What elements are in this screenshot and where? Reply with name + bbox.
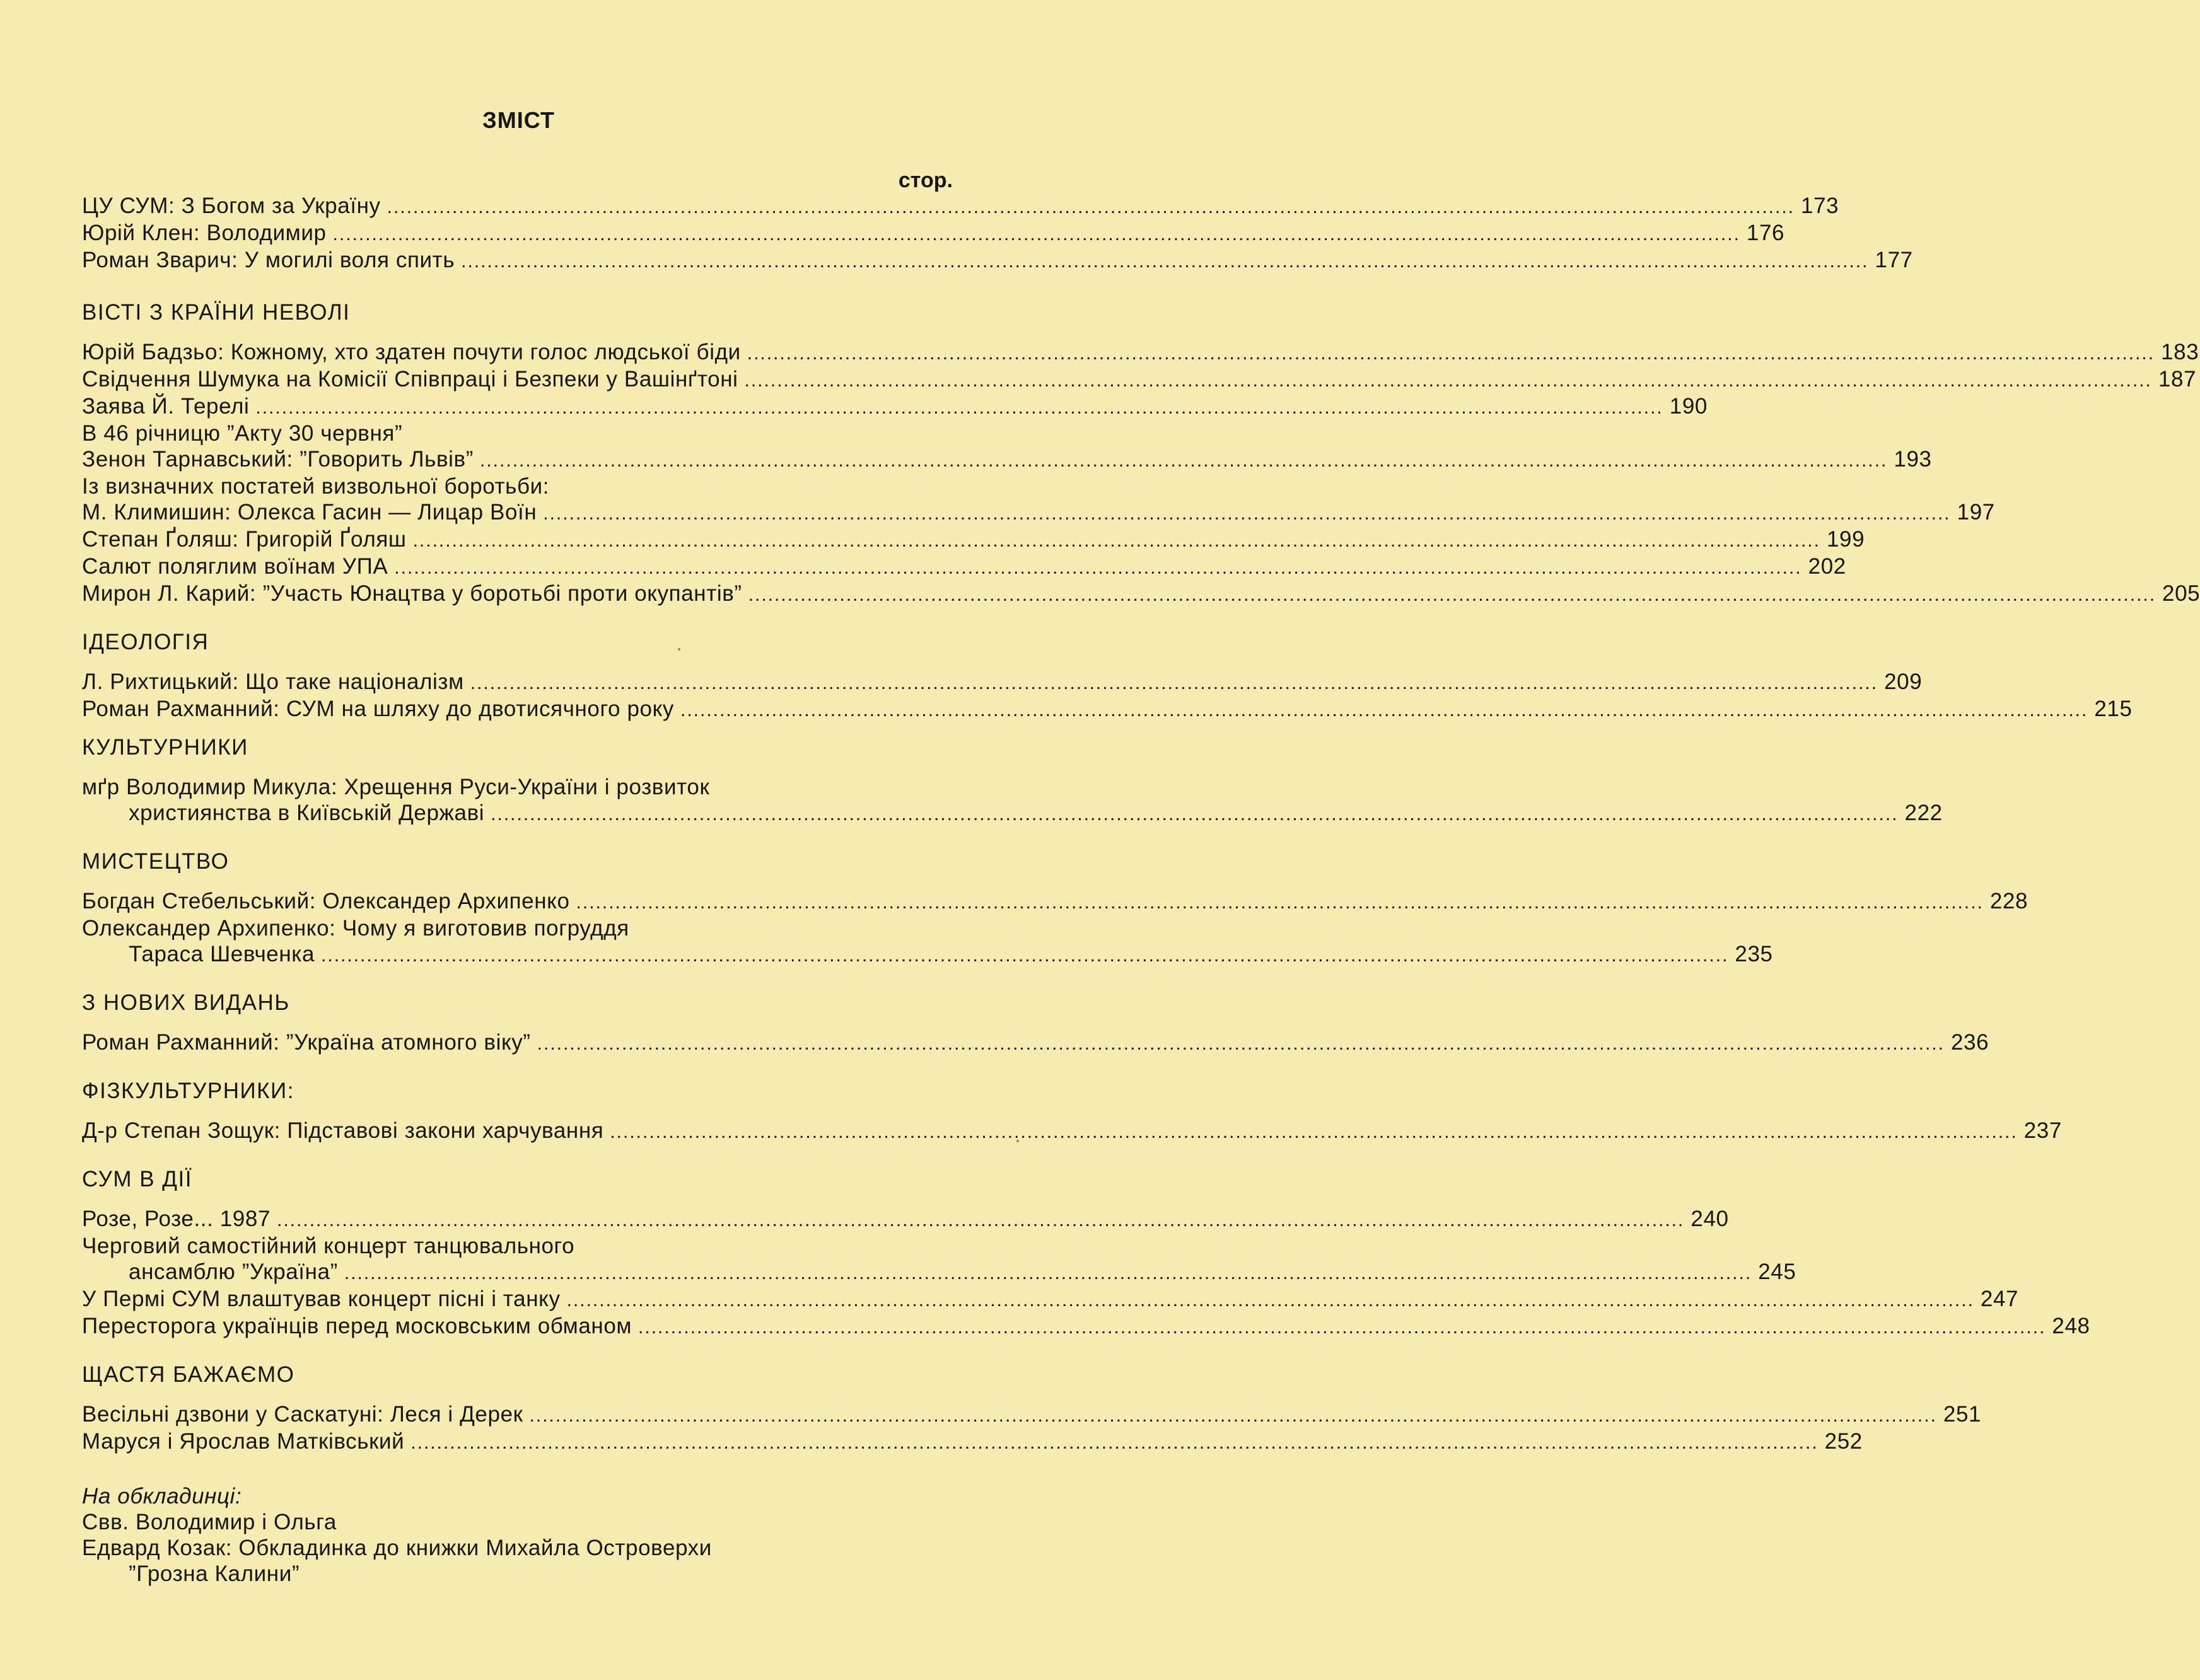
- intro-entries: [82, 193, 1913, 274]
- dot-leader: [461, 248, 1868, 274]
- toc-entry-title: християнства в Київській Державі: [129, 801, 485, 825]
- toc-entry: [82, 366, 2197, 393]
- toc-entry-page: 177: [1875, 248, 1913, 272]
- toc-entry-page: 190: [1669, 394, 1708, 419]
- toc-entry-title: Юрій Бадзьо: Кожному, хто здатен почути голос людської біди: [82, 340, 741, 364]
- dot-leader: [537, 1031, 1945, 1057]
- toc-entry-title: Тараса Шевченка: [129, 942, 315, 966]
- toc-entry-title: Юрій Клен: Володимир: [82, 221, 327, 245]
- toc-entry-title: Весільні дзвони у Саскатуні: Леся і Дерек: [82, 1402, 523, 1427]
- dot-leader: [387, 194, 1795, 220]
- toc-entry-title: Черговий самостійний концерт танцювального: [82, 1234, 575, 1258]
- dot-leader: [745, 368, 2152, 393]
- toc-entry: [82, 420, 949, 446]
- toc-entry: [82, 473, 949, 499]
- toc-entry: [82, 499, 1995, 526]
- toc-entry-page: 209: [1884, 669, 1923, 694]
- toc-entry-page: 248: [2052, 1314, 2090, 1338]
- toc-entry: [82, 1313, 2090, 1340]
- section-heading: ВІСТІ З КРАЇНИ НЕВОЛІ: [82, 300, 351, 325]
- toc-entry-title: У Пермі СУМ влаштував концерт пісні і танку: [82, 1287, 561, 1311]
- cover-note-line: Свв. Володимир і Ольга: [82, 1510, 337, 1534]
- toc-entry-page: 222: [1904, 801, 1943, 825]
- toc-entry-page: 236: [1950, 1030, 1989, 1055]
- dot-leader: [543, 501, 1950, 526]
- toc-entry-title: Із визначних постатей визвольної боротьби:: [82, 474, 550, 499]
- toc-entry: [82, 915, 949, 941]
- toc-entry: [82, 669, 1923, 696]
- toc-entry: [82, 1428, 1863, 1456]
- toc-entry-title: Маруся і Ярослав Матківський: [82, 1429, 405, 1454]
- toc-entry: [82, 193, 1839, 220]
- toc-entry-title: Роман Рахманний: СУМ на шляху до двотисячного року: [82, 697, 674, 721]
- toc-entry: [82, 220, 1785, 247]
- toc-entry-title: Зенон Тарнавський: ”Говорить Львів”: [82, 447, 474, 472]
- toc-entry-page: 215: [2094, 697, 2133, 721]
- toc-entry-page: 237: [2023, 1118, 2062, 1143]
- toc-entry-page: 205: [2162, 581, 2200, 606]
- cover-note-label: На обкладинці:: [82, 1484, 242, 1509]
- toc-entry-title: Салют поляглим воїнам УПА: [82, 554, 388, 579]
- cover-note: [82, 1483, 949, 1587]
- toc-entry-page: 240: [1691, 1207, 1729, 1231]
- toc-entry-title: ансамблю ”Україна”: [129, 1260, 338, 1284]
- toc-entry-page: 235: [1735, 942, 1773, 966]
- section-heading: ФІЗКУЛЬТУРНИКИ:: [82, 1079, 294, 1103]
- toc-entry: [82, 446, 1932, 473]
- dot-leader: [410, 1430, 1818, 1456]
- dot-leader: [748, 582, 2156, 608]
- page-column-label: стор.: [898, 168, 953, 192]
- dot-leader: [277, 1207, 1684, 1233]
- toc-entry: [82, 526, 1865, 553]
- toc-entry: [82, 800, 1943, 827]
- toc-entry-title: Роман Рахманний: ”Україна атомного віку”: [82, 1030, 531, 1055]
- toc-entry-title: Мирон Л. Карий: ”Участь Юнацтва у боротьбі проти окупантів”: [82, 581, 742, 606]
- dot-leader: [480, 448, 1887, 473]
- toc-entry-title: Пересторога українців перед московським обманом: [82, 1314, 632, 1338]
- dot-leader: [470, 670, 1878, 696]
- dot-leader: [413, 528, 1820, 553]
- dot-leader: [638, 1314, 2046, 1340]
- toc-entry-title: Л. Рихтицький: Що таке націоналізм: [82, 669, 464, 694]
- toc-entry-page: 245: [1758, 1260, 1796, 1284]
- toc-entry-title: Д-р Степан Зощук: Підставові закони харчування: [82, 1118, 604, 1143]
- toc-entry-title: мґр Володимир Микула: Хрещення Руси-України і розвиток: [82, 775, 710, 799]
- dot-leader: [394, 555, 1801, 581]
- toc-entry-page: 173: [1801, 194, 1839, 218]
- toc-entry-title: В 46 річницю ”Акту 30 червня”: [82, 421, 403, 446]
- toc-entry-title: Розе, Розе... 1987: [82, 1207, 271, 1231]
- toc-entry: [82, 247, 1913, 274]
- toc-entry-title: М. Климишин: Олекса Гасин — Лицар Воїн: [82, 500, 537, 524]
- section-heading: З НОВИХ ВИДАНЬ: [82, 990, 290, 1015]
- section-heading: ЩАСТЯ БАЖАЄМО: [82, 1362, 295, 1387]
- toc-entry: [82, 553, 1846, 581]
- toc-entry: [82, 888, 2028, 915]
- toc-entry-page: 252: [1824, 1429, 1863, 1454]
- toc-entry: [82, 1286, 2019, 1313]
- dot-leader: [255, 395, 1663, 420]
- toc-entry: [82, 1206, 1729, 1233]
- paper-speck: [1016, 1140, 1019, 1142]
- toc-entry: [82, 696, 2133, 723]
- toc-entry-page: 176: [1746, 221, 1785, 245]
- toc-entry-page: 247: [1980, 1287, 2019, 1311]
- toc-entry-title: Олександер Архипенко: Чому я виготовив погруддя: [82, 916, 629, 941]
- section-heading: КУЛЬТУРНИКИ: [82, 735, 248, 760]
- toc-entry: [82, 941, 1773, 968]
- dot-leader: [530, 1403, 1937, 1428]
- cover-note-line: Едвард Козак: Обкладинка до книжки Михайла Островерхи: [82, 1536, 712, 1560]
- toc-entry-page: 193: [1894, 447, 1932, 472]
- toc-entry: [82, 1233, 949, 1259]
- page-title: ЗМІСТ: [482, 107, 555, 133]
- toc-entry: [82, 339, 2199, 366]
- cover-note-line: ”Грозна Калини”: [129, 1561, 300, 1586]
- dot-leader: [576, 889, 1984, 915]
- toc-entry-page: 202: [1808, 554, 1846, 579]
- section-heading: ІДЕОЛОГІЯ: [82, 630, 209, 654]
- paper-speck: [678, 648, 680, 651]
- toc-entry: [82, 581, 2200, 608]
- toc-entry-page: 183: [2161, 340, 2199, 364]
- toc-entry: [82, 1401, 1982, 1428]
- toc-entry-page: 228: [1989, 889, 2028, 913]
- section-heading: МИСТЕЦТВО: [82, 849, 230, 874]
- toc-entry-title: Роман Зварич: У могилі воля спить: [82, 248, 455, 272]
- toc-entry-title: Заява Й. Терелі: [82, 394, 250, 419]
- toc-entry-page: 197: [1957, 500, 1995, 524]
- toc-entry-title: Богдан Стебельський: Олександер Архипенко: [82, 889, 570, 913]
- toc-entry: [82, 393, 1708, 420]
- toc-entry-page: 199: [1826, 527, 1865, 552]
- toc-entry: [82, 1259, 1796, 1286]
- dot-leader: [491, 801, 1898, 827]
- dot-leader: [680, 697, 2088, 723]
- toc-entry-title: ЦУ СУМ: З Богом за Україну: [82, 194, 381, 218]
- toc-entry: [82, 1029, 1989, 1057]
- toc-entry-page: 187: [2158, 367, 2197, 391]
- section-heading: СУМ В ДІЇ: [82, 1167, 192, 1191]
- dot-leader: [610, 1119, 2017, 1145]
- dot-leader: [344, 1260, 1752, 1286]
- toc-entry-title: Свідчення Шумука на Комісії Співпраці і Безпеки у Вашінґтоні: [82, 367, 738, 391]
- toc-entry: [82, 1118, 2062, 1145]
- dot-leader: [321, 942, 1728, 968]
- toc-entry-page: 251: [1943, 1402, 1982, 1427]
- dot-leader: [567, 1287, 1974, 1313]
- dot-leader: [747, 340, 2155, 366]
- dot-leader: [333, 221, 1740, 247]
- toc-entry-title: Степан Ґоляш: Григорій Ґоляш: [82, 527, 407, 552]
- toc-entry: [82, 774, 949, 800]
